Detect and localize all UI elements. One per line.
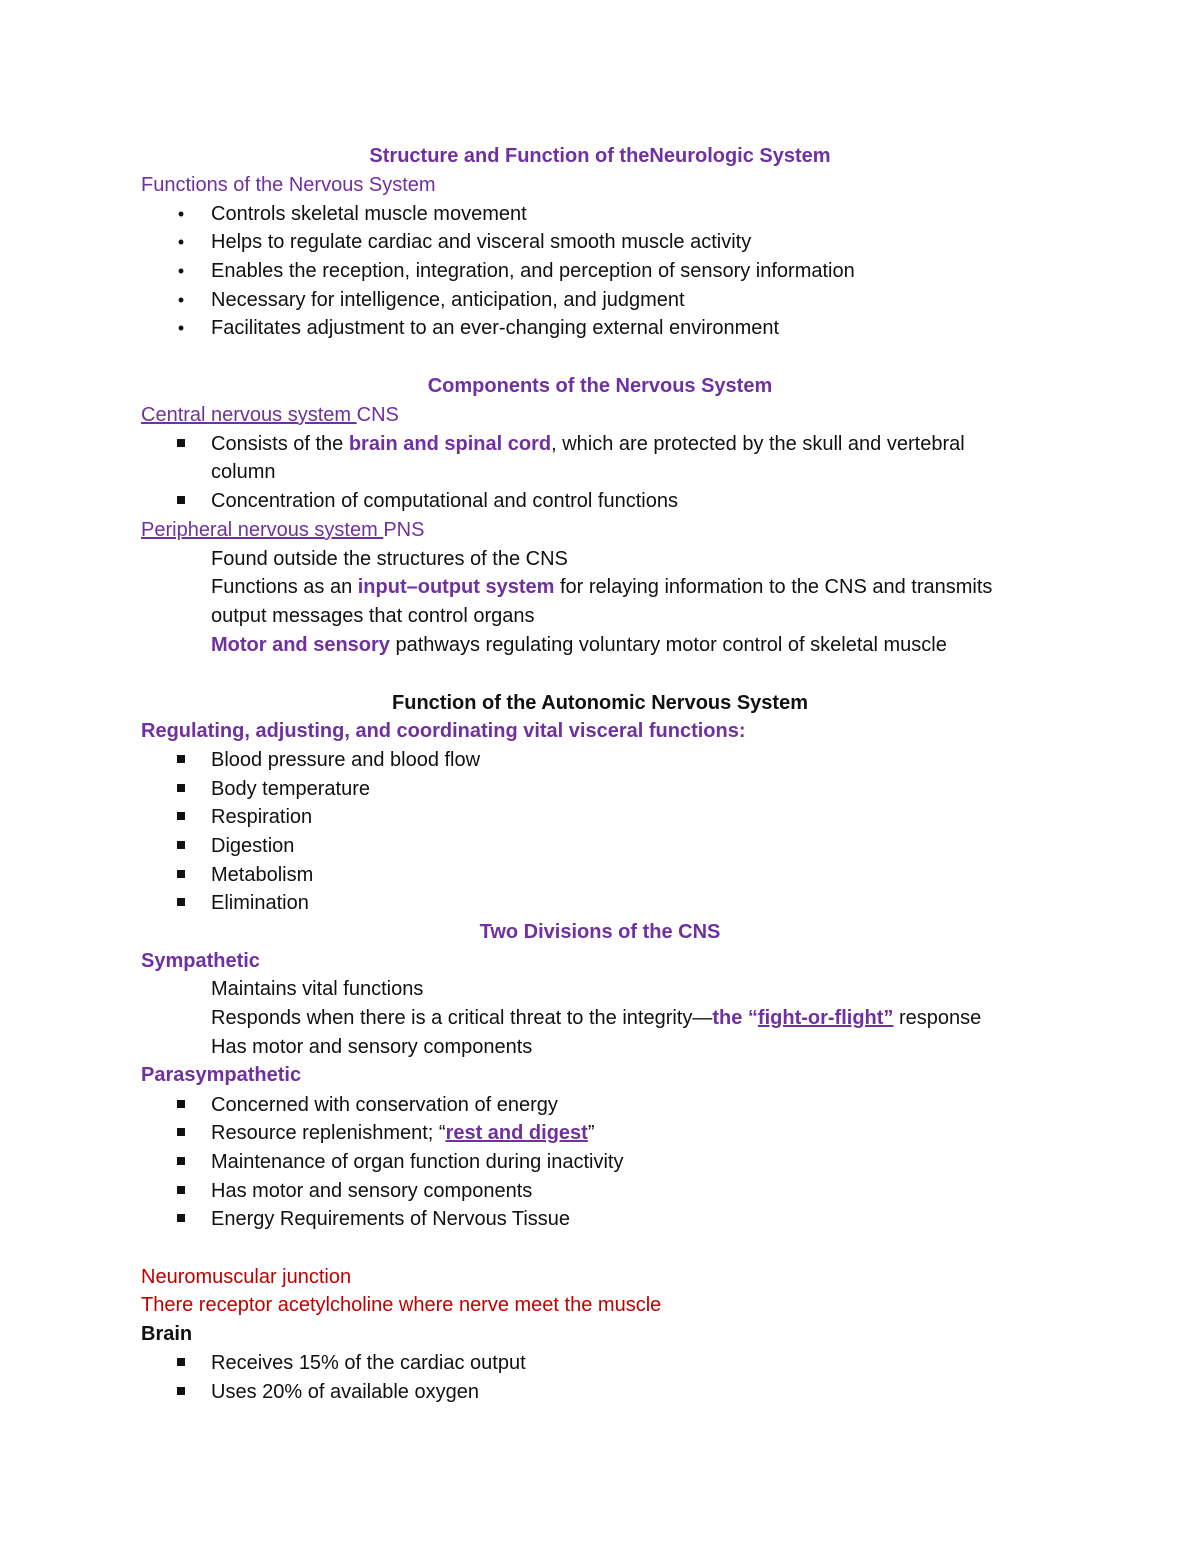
list-item: Digestion	[211, 835, 295, 857]
pns-abbr: PNS	[383, 519, 425, 541]
text-segment: for relaying information to the CNS and transmits	[554, 576, 993, 598]
autonomic-heading: Function of the Autonomic Nervous System	[392, 692, 808, 714]
neuromuscular-note: There receptor acetylcholine where nerve meet the muscle	[141, 1294, 662, 1316]
pns-line: Found outside the structures of the CNS	[211, 548, 568, 570]
bullet-dot-icon: •	[177, 204, 185, 224]
bullet-square-icon	[177, 439, 185, 447]
text-segment: Responds when there is a critical threat to the integrity—	[211, 1007, 713, 1029]
list-item: Necessary for intelligence, anticipation, and judgment	[211, 289, 685, 311]
bullet-dot-icon: •	[177, 261, 185, 281]
sympathetic-line: Has motor and sensory components	[211, 1036, 533, 1058]
list-item: Concentration of computational and control functions	[211, 490, 678, 512]
cns-heading	[141, 401, 399, 429]
parasympathetic-heading: Parasympathetic	[141, 1064, 302, 1086]
list-item: Blood pressure and blood flow	[211, 749, 481, 771]
pns-heading	[141, 516, 424, 544]
list-item	[211, 430, 965, 458]
pns-line-continuation: output messages that control organs	[211, 605, 535, 627]
bullet-square-icon	[177, 898, 185, 906]
list-item: Uses 20% of available oxygen	[211, 1381, 479, 1403]
highlight-motor-sensory: Motor and sensory	[211, 634, 390, 656]
page-title: Structure and Function of theNeurologic System	[369, 145, 831, 167]
list-item: Metabolism	[211, 864, 314, 886]
sympathetic-heading: Sympathetic	[141, 950, 260, 972]
components-heading: Components of the Nervous System	[427, 375, 773, 397]
text-segment: , which are protected by the skull and vertebral	[551, 433, 965, 455]
list-item: Concerned with conservation of energy	[211, 1094, 558, 1116]
bullet-square-icon	[177, 841, 185, 849]
bullet-square-icon	[177, 1157, 185, 1165]
list-item: Respiration	[211, 806, 313, 828]
text-segment: Functions as an	[211, 576, 358, 598]
bullet-square-icon	[177, 1128, 185, 1136]
list-item: Maintenance of organ function during inactivity	[211, 1151, 624, 1173]
cns-label: Central nervous system	[141, 404, 357, 426]
highlight-the: the “	[712, 1007, 758, 1029]
highlight-input-output: input–output system	[357, 576, 555, 598]
text-segment: ”	[587, 1122, 595, 1144]
pns-label: Peripheral nervous system	[141, 519, 384, 541]
list-item: Has motor and sensory components	[211, 1180, 533, 1202]
list-item: Controls skeletal muscle movement	[211, 203, 527, 225]
autonomic-subheading: Regulating, adjusting, and coordinating vital visceral functions:	[141, 720, 746, 742]
list-item: Elimination	[211, 892, 309, 914]
list-item: Enables the reception, integration, and perception of sensory information	[211, 260, 855, 282]
bullet-dot-icon: •	[177, 290, 185, 310]
bullet-square-icon	[177, 1358, 185, 1366]
bullet-dot-icon: •	[177, 232, 185, 252]
highlight-fight-or-flight: fight-or-flight”	[757, 1007, 894, 1029]
functions-heading: Functions of the Nervous System	[141, 174, 436, 196]
list-item: Energy Requirements of Nervous Tissue	[211, 1208, 571, 1230]
cns-abbr: CNS	[356, 404, 399, 426]
bullet-square-icon	[177, 755, 185, 763]
list-item: Body temperature	[211, 778, 370, 800]
highlight-rest-and-digest: rest and digest	[445, 1122, 588, 1144]
list-item: Receives 15% of the cardiac output	[211, 1352, 526, 1374]
bullet-square-icon	[177, 784, 185, 792]
divisions-heading: Two Divisions of the CNS	[479, 921, 721, 943]
pns-line	[211, 573, 992, 601]
sympathetic-line: Maintains vital functions	[211, 978, 424, 1000]
text-segment: Consists of the	[211, 433, 349, 455]
brain-heading: Brain	[141, 1323, 193, 1345]
bullet-square-icon	[177, 1100, 185, 1108]
bullet-square-icon	[177, 870, 185, 878]
list-item-continuation: column	[211, 461, 276, 483]
text-segment: Resource replenishment; “	[211, 1122, 446, 1144]
bullet-square-icon	[177, 1186, 185, 1194]
bullet-square-icon	[177, 1387, 185, 1395]
list-item: Facilitates adjustment to an ever-changing external environment	[211, 317, 780, 339]
list-item: Helps to regulate cardiac and visceral smooth muscle activity	[211, 231, 752, 253]
bullet-square-icon	[177, 812, 185, 820]
bullet-square-icon	[177, 496, 185, 504]
text-segment: pathways regulating voluntary motor control of skeletal muscle	[389, 634, 947, 656]
bullet-square-icon	[177, 1214, 185, 1222]
sympathetic-line	[211, 1004, 981, 1032]
pns-line	[211, 631, 947, 659]
neuromuscular-heading: Neuromuscular junction	[141, 1266, 352, 1288]
highlight-brain-spinal-cord: brain and spinal cord	[348, 433, 552, 455]
list-item	[211, 1119, 595, 1147]
text-segment: response	[893, 1007, 982, 1029]
bullet-dot-icon: •	[177, 318, 185, 338]
